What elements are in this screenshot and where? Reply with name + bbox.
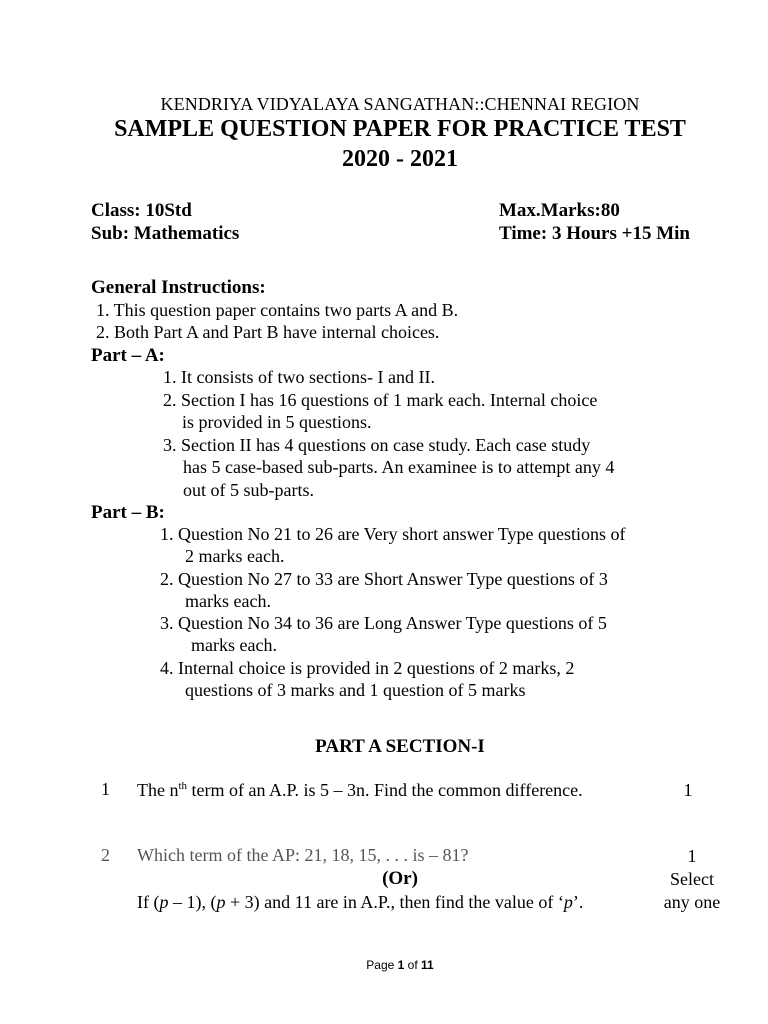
- question-marks: 1: [687, 846, 697, 866]
- question-number: 2: [101, 845, 110, 865]
- organization-name: KENDRIYA VIDYALAYA SANGATHAN::CHENNAI REGION: [160, 94, 640, 114]
- part-a-heading: Part – A:: [91, 345, 165, 366]
- question-number: 1: [101, 779, 110, 799]
- subject-label: Sub: Mathematics: [91, 223, 240, 244]
- or-label: (Or): [382, 868, 418, 889]
- instruction-line: 1. Question No 21 to 26 are Very short answer Type questions of: [160, 524, 626, 544]
- instruction-line: has 5 case-based sub-parts. An examinee is to attempt any 4: [183, 457, 615, 477]
- time-label: Time: 3 Hours +15 Min: [499, 223, 690, 244]
- part-b-heading: Part – B:: [91, 502, 165, 523]
- question-text: The $n^{th}$ term of an A.P. is 5 – 3n. Find the common difference.: [137, 780, 583, 800]
- section-heading: PART A SECTION-I: [315, 736, 485, 757]
- instruction-line: 2 marks each.: [185, 546, 285, 566]
- question-marks: 1: [683, 780, 693, 800]
- instruction-line: 2. Question No 27 to 33 are Short Answer Type questions of 3: [160, 569, 608, 589]
- instruction-line: marks each.: [185, 591, 271, 611]
- academic-year: 2020 - 2021: [342, 146, 458, 172]
- instruction-line: out of 5 sub-parts.: [183, 480, 314, 500]
- class-label: Class: 10Std: [91, 200, 192, 221]
- choice-note: Select any one: [663, 869, 721, 912]
- alternate-question-text: If (p – 1), (p + 3) and 11 are in A.P., then find the value of ‘p’.: [137, 892, 584, 912]
- question-text: Which term of the AP: 21, 18, 15, . . . is – 81?: [137, 845, 469, 865]
- paper-title: SAMPLE QUESTION PAPER FOR PRACTICE TEST: [114, 116, 686, 142]
- instruction-line: 1. This question paper contains two parts A and B.: [96, 300, 459, 320]
- instruction-line: 2. Both Part A and Part B have internal choices.: [96, 322, 440, 342]
- instruction-line: 1. It consists of two sections- I and II.: [163, 367, 435, 387]
- instruction-line: questions of 3 marks and 1 question of 5 marks: [185, 680, 526, 700]
- instruction-line: 2. Section I has 16 questions of 1 mark each. Internal choice: [163, 390, 598, 410]
- instruction-line: marks each.: [191, 635, 277, 655]
- instruction-line: is provided in 5 questions.: [182, 412, 372, 432]
- general-instructions-heading: General Instructions:: [91, 277, 266, 298]
- page-number: Page 1 of 11: [366, 958, 434, 972]
- instruction-line: 4. Internal choice is provided in 2 questions of 2 marks, 2: [160, 658, 575, 678]
- max-marks-label: Max.Marks:80: [499, 200, 620, 221]
- instruction-line: 3. Section II has 4 questions on case study. Each case study: [163, 435, 591, 455]
- instruction-line: 3. Question No 34 to 36 are Long Answer Type questions of 5: [160, 613, 607, 633]
